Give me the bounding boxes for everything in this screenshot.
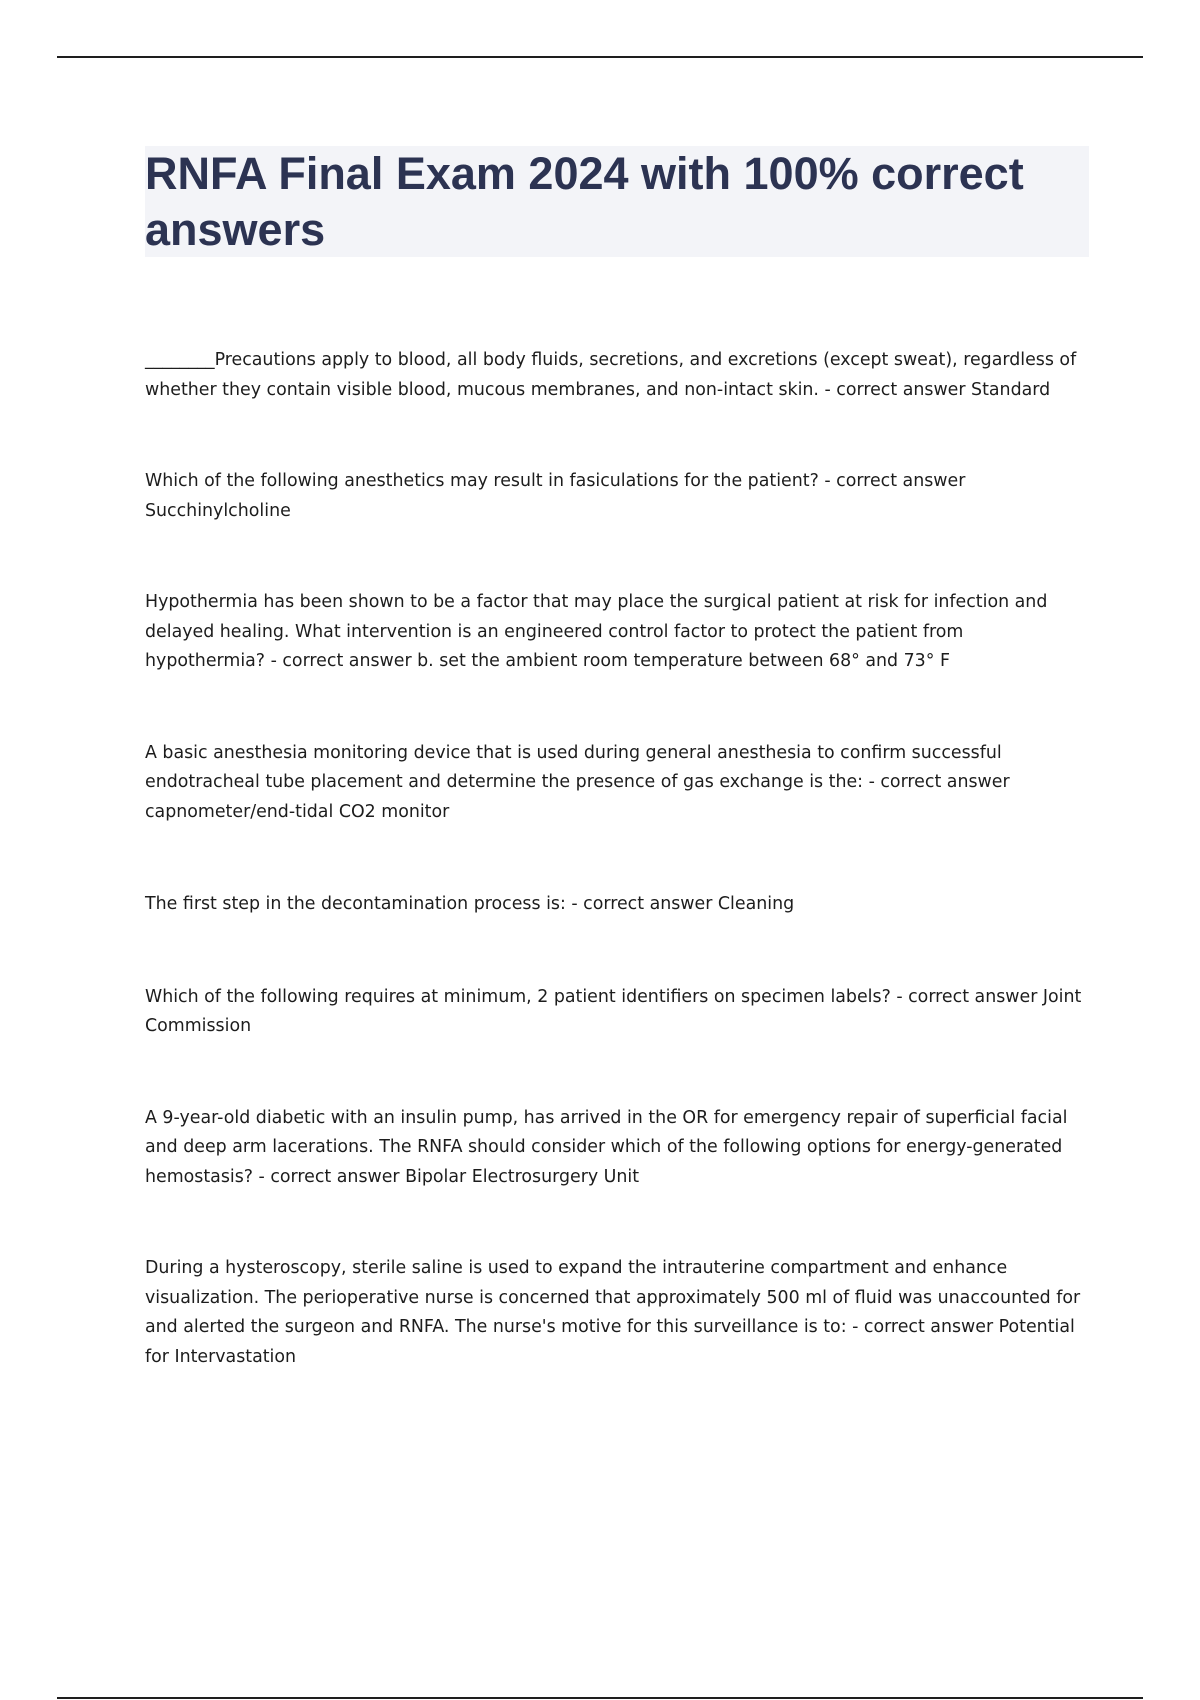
qa-item-8: During a hysteroscopy, sterile saline is used to expand the intrauterine compartment and enhance visualization. The perioperative nurse is concerned that approximately 500 ml of fluid was unaccounted for and alerted the surgeon and RNFA. The nurse's motive for this surveillance is to: - correct answer Potential for Intervastation xyxy=(145,1258,1081,1367)
document-title: RNFA Final Exam 2024 with 100% correct answers xyxy=(145,148,1024,255)
qa-item-2: Which of the following anesthetics may result in fasiculations for the patient? - correct answer Succhinylcholine xyxy=(145,471,966,521)
question-answer-list xyxy=(145,346,1085,1372)
bottom-rule xyxy=(57,1697,1143,1699)
qa-item-6: Which of the following requires at minimum, 2 patient identifiers on specimen labels? - correct answer Joint Commission xyxy=(145,986,1082,1036)
qa-item-7: A 9-year-old diabetic with an insulin pump, has arrived in the OR for emergency repair of superficial facial and deep arm lacerations. The RNFA should consider which of the following options for energy-generated hemostasis? - correct answer Bipolar Electrosurgery Unit xyxy=(145,1107,1068,1187)
top-rule xyxy=(57,56,1143,58)
qa-item-3: Hypothermia has been shown to be a factor that may place the surgical patient at risk for infection and delayed healing. What intervention is an engineered control factor to protect the patient from hypothermia? - correct answer b. set the ambient room temperature between 68° and 73° F xyxy=(145,592,1048,671)
qa-item-5: The first step in the decontamination process is: - correct answer Cleaning xyxy=(145,894,795,914)
qa-item-1: ________Precautions apply to blood, all body fluids, secretions, and excretions (except sweat), regardless of whether they contain visible blood, mucous membranes, and non-intact skin. - correct answer Standard xyxy=(145,350,1077,400)
qa-item-4: A basic anesthesia monitoring device that is used during general anesthesia to confirm successful endotracheal tube placement and determine the presence of gas exchange is the: - correct answer capnometer/end-tidal CO2 monitor xyxy=(145,742,1010,822)
title-banner xyxy=(145,146,1089,257)
